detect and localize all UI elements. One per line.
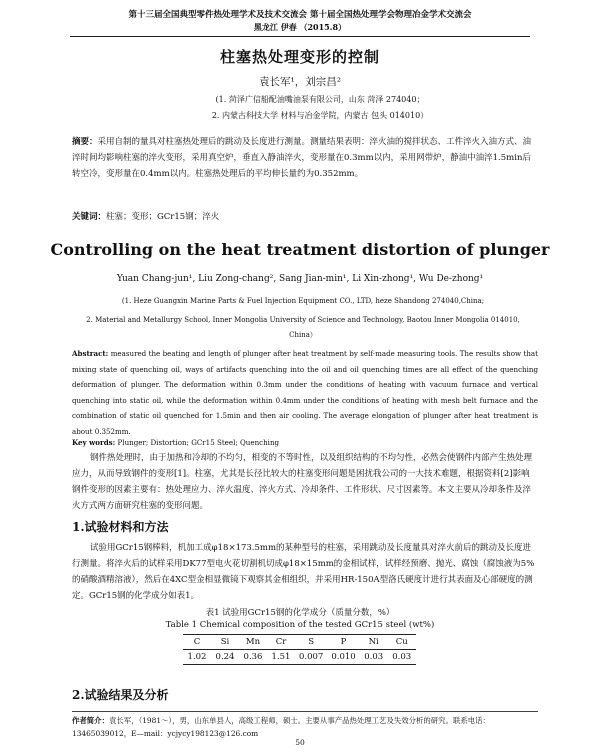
footnote-label: 作者简介：: [72, 716, 109, 725]
table-1-caption-english: Table 1 Chemical composition of the tested GCr15 steel (wt%): [165, 620, 435, 630]
chinese-keywords: [72, 210, 536, 222]
composition-table: [183, 634, 416, 665]
introduction-paragraph: 钢件热处理时，由于加热和冷却的不均匀，相变的不等时性，以及组织结构的不均匀性，必然会使钢件内部产生热处理应力，从而导致钢件的变形[1]。柱塞，尤其是长径比较大的柱塞变形问题是困扰我公司的一大技术难题，根据资料[2]影响钢件变形的因素主要有：热处理应力、淬火温度、淬火方式、冷却条件、工件形状、尺寸因素等。本文主要从冷却条件及淬火方式两方面研究柱塞的变形问题。: [72, 453, 533, 511]
footnote-text: 袁长军，（1981～），男，山东单县人，高级工程师，硕士。主要从事产品热处理工艺及失效分析的研究。联系电话：13465039012，E—mail：ycjycy198123@126.com: [72, 716, 490, 738]
table-row: [183, 650, 416, 665]
table-cell: 0.03: [360, 650, 388, 665]
table-cell: 1.51: [267, 650, 295, 665]
chinese-affiliation-1: (1. 菏泽广信船配油嘴油泵有限公司，山东 菏泽 274040；: [215, 95, 425, 104]
table-cell: 0.03: [388, 650, 416, 665]
conference-header: 第十三届全国典型零件热处理学术及技术交流会 第十届全国热处理学会物理冶金学术交流会: [128, 10, 472, 20]
table-1-caption-chinese: 表1 试验用GCr15钢的化学成分（质量分数，%）: [205, 608, 395, 618]
english-affiliation-2: 2. Material and Metallurgy School, Inner Mongolia University of Science and Technology, Baotou Inner Mongolia 014010, China）: [86, 316, 520, 339]
table-header-row: [183, 635, 416, 650]
chinese-title: 柱塞热处理变形的控制: [219, 48, 380, 66]
table-header-cell: Si: [211, 635, 239, 650]
table-header-cell: Cr: [267, 635, 295, 650]
english-abstract: [72, 346, 538, 439]
chinese-keywords-text: 柱塞；变形；GCr15钢；淬火: [106, 212, 220, 222]
chinese-abstract: [72, 134, 536, 182]
english-abstract-label: Abstract:: [72, 349, 109, 358]
english-affiliation-1: (1. Heze Guangxin Marine Parts & Fuel Injection Equipment CO., LTD, heze Shandong 274040,China;: [121, 297, 485, 305]
page-number: 50: [295, 738, 305, 747]
table-header-cell: C: [183, 635, 211, 650]
section-1-heading: 1.试验材料和方法: [72, 520, 169, 534]
chinese-abstract-label: 摘要：: [72, 137, 98, 147]
table-header-cell: Mn: [239, 635, 267, 650]
table-cell: 0.24: [211, 650, 239, 665]
section-1-paragraph: 试验用GCr15钢棒料，机加工成φ18×173.5mm的某种型号的柱塞，采用跳动及长度量具对淬火前后的跳动及长度进行测量。将淬火后的试样采用DK77型电火花切割机切成φ18×15mm的金相试样，试样经预磨、抛光、腐蚀（腐蚀液为5%的硝酸酒精溶液），然后在4XC型金相显微镜下观察其金相组织，并采用HR-150A型洛氏硬度计进行其表面及心部硬度的测定。GCr15钢的化学成分如表1。: [72, 543, 535, 601]
english-keywords-text: Plunger; Distortion; GCr15 Steel; Quenching: [117, 438, 280, 447]
author-footnote: [72, 714, 538, 740]
section-2-heading: 2.试验结果及分析: [72, 688, 169, 702]
chinese-abstract-text: 采用自制的量具对柱塞热处理后的跳动及长度进行测量。测量结果表明：淬火油的搅拌状态、工件淬火入油方式、油淬时间均影响柱塞的淬火变形，采用真空炉，垂直入静油淬火，变形量在0.3mm以内，采用网带炉，静油中油淬1.5min后转空冷，变形量在0.4mm以内。柱塞热处理后的平均伸长量约为0.352mm。: [72, 137, 532, 179]
table-cell: 0.36: [239, 650, 267, 665]
english-keywords: [72, 438, 538, 447]
english-authors: Yuan Chang-jun¹, Liu Zong-chang², Sang Jian-min¹, Li Xin-zhong¹, Wu De-zhong¹: [116, 274, 484, 284]
english-keywords-label: Key words:: [72, 438, 116, 447]
table-header-cell: S: [295, 635, 327, 650]
table-cell: 0.007: [295, 650, 327, 665]
table-header-cell: Cu: [388, 635, 416, 650]
header-rule: [70, 36, 530, 37]
table-header-cell: Ni: [360, 635, 388, 650]
footnote-rule: [72, 711, 538, 712]
english-title: Controlling on the heat treatment distortion of plunger: [50, 240, 550, 259]
table-cell: 1.02: [183, 650, 211, 665]
chinese-authors: 袁长军¹，刘宗昌²: [259, 76, 341, 88]
table-cell: 0.010: [327, 650, 359, 665]
table-header-cell: P: [327, 635, 359, 650]
chinese-affiliation-2: 2. 内蒙古科技大学 材料与冶金学院，内蒙古 包头 014010）: [211, 111, 429, 120]
chinese-keywords-label: 关键词：: [72, 212, 107, 222]
english-abstract-text: measured the beating and length of plunger after heat treatment by self-made measuring tools. The results show that mixing state of quenching oil, ways of artifacts quenching into the oil and oil quenching times are all effect of the quenching deformation of plunger. The deformation within 0.3mm under the conditions of heating with vacuum furnace and vertical quenching into static oil, while the deformation within 0.4mm under the conditions of heating with mesh belt furnace and the combination of static oil quenched for 1.5min and then air cooling. The average elongation of plunger after heat treatment is about 0.352mm.: [72, 349, 538, 436]
conference-location: 黑龙江 伊春 （2015.8）: [253, 22, 347, 32]
